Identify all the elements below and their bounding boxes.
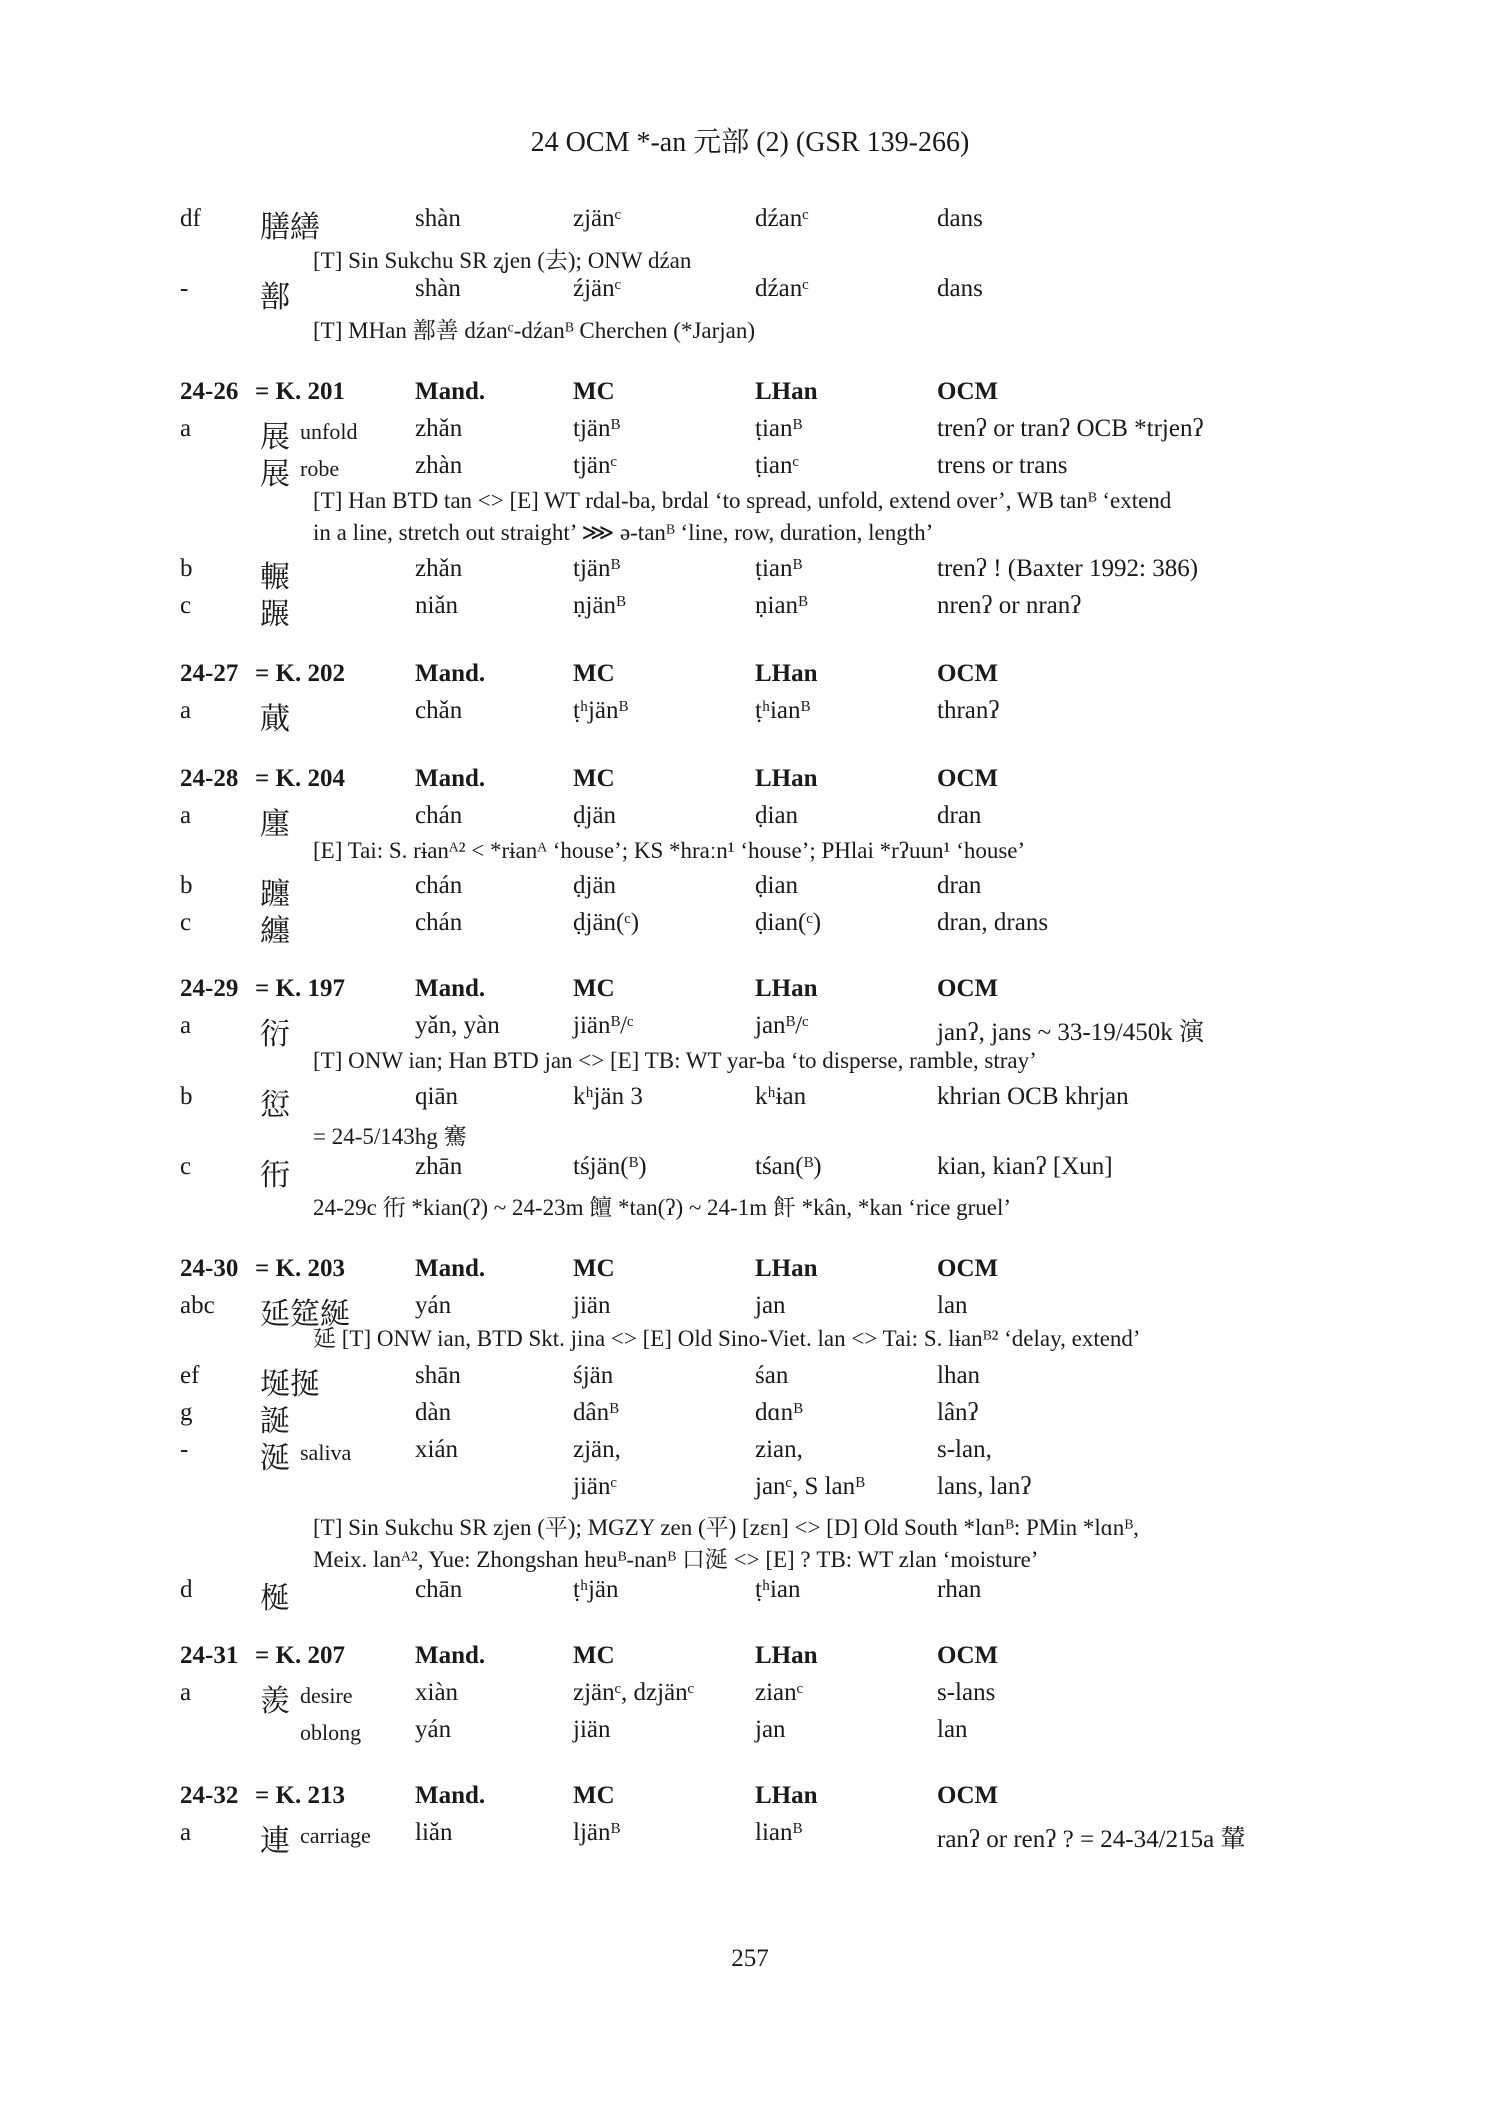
old-chinese-reading: lan	[937, 1292, 968, 1319]
series-header	[0, 378, 1500, 412]
entry-row	[0, 1436, 1500, 1475]
entry-note: 24-29c 衎 *kian(ʔ) ~ 24-23m 饘 *tan(ʔ) ~ 24-1m 飦 *kân, *kan ‘rice gruel’	[313, 1195, 1012, 1220]
entry-index: a	[180, 697, 192, 724]
entry-character: 羨	[260, 1685, 290, 1718]
later-han-reading: ḍian	[755, 802, 799, 829]
middle-chinese-reading: jiän	[573, 1292, 611, 1319]
entry-index: b	[180, 1083, 193, 1110]
entry-note: [T] Han BTD tan <> [E] WT rdal-ba, brdal ‘to spread, unfold, extend over’, WB tanᴮ ‘extend	[313, 488, 1172, 513]
old-chinese-reading: s-lan,	[937, 1436, 992, 1463]
entry-character: 輾	[260, 561, 290, 594]
entry-index: g	[180, 1399, 193, 1426]
entry-index: df	[180, 205, 201, 232]
later-han-reading: jan	[755, 1716, 786, 1743]
entry-note: [T] MHan 鄯善 dźanᶜ-dźanᴮ Cherchen (*Jarjan)	[313, 318, 756, 343]
entry-index: c	[180, 592, 192, 619]
mandarin-reading: zhǎn	[415, 555, 463, 582]
entry-character: 鄯	[260, 281, 290, 314]
karlgren-ref: = K. 204	[255, 765, 345, 792]
middle-chinese-reading: tjänᴮ	[573, 415, 621, 442]
entry-character: 蹍	[260, 598, 290, 631]
page-number: 257	[731, 1945, 769, 1972]
later-han-reading: dźanᶜ	[755, 275, 809, 302]
entry-index: a	[180, 415, 192, 442]
entry-gloss: unfold	[300, 419, 358, 444]
col-ocm-header: OCM	[937, 660, 999, 687]
series-header	[0, 1782, 1500, 1816]
series-number: 24-32	[180, 1782, 239, 1809]
entry-character: 衍	[260, 1018, 290, 1051]
col-mand-header: Mand.	[415, 378, 486, 405]
entry-row	[0, 802, 1500, 841]
mandarin-reading: zhān	[415, 1153, 463, 1180]
old-chinese-reading: lânʔ	[937, 1399, 979, 1426]
middle-chinese-reading: ḍjän(ᶜ)	[573, 909, 640, 936]
entry-character: 躔	[260, 878, 290, 911]
entry-character: 埏挻	[260, 1368, 320, 1401]
old-chinese-reading: khrian OCB khrjan	[937, 1083, 1129, 1110]
entry-note: [T] ONW ian; Han BTD jan <> [E] TB: WT yar-ba ‘to disperse, ramble, stray’	[313, 1048, 1037, 1073]
series-number: 24-30	[180, 1255, 239, 1282]
col-mand-header: Mand.	[415, 975, 486, 1002]
later-han-reading: ṭʰian	[755, 1576, 801, 1603]
entry-note: Meix. lanᴬ², Yue: Zhongshan hɐuᴮ-nanᴮ 口涎 <> [E] ? TB: WT zlan ‘moisture’	[313, 1547, 1039, 1572]
entry-row	[0, 1679, 1500, 1718]
karlgren-ref: = K. 207	[255, 1642, 345, 1669]
middle-chinese-reading: źjänᶜ	[573, 275, 622, 302]
old-chinese-reading: s-lans	[937, 1679, 996, 1706]
middle-chinese-reading: ṇjänᴮ	[573, 592, 626, 619]
col-mc-header: MC	[573, 378, 615, 405]
entry-row	[0, 1576, 1500, 1615]
entry-character: 廛	[260, 808, 290, 841]
entry-row	[0, 1399, 1500, 1438]
entry-row	[0, 909, 1500, 948]
middle-chinese-reading: ṭʰjänᴮ	[573, 697, 629, 724]
entry-character: 展	[260, 458, 290, 491]
later-han-reading: ṭianᴮ	[755, 555, 803, 582]
later-han-reading: ṭʰianᴮ	[755, 697, 811, 724]
middle-chinese-reading: ḍjän	[573, 872, 617, 899]
old-chinese-reading: trens or trans	[937, 452, 1068, 479]
old-chinese-reading: dans	[937, 205, 983, 232]
entry-row	[0, 1473, 1500, 1507]
col-mand-header: Mand.	[415, 1255, 486, 1282]
series-header	[0, 660, 1500, 694]
col-lhan-header: LHan	[755, 765, 818, 792]
col-ocm-header: OCM	[937, 1782, 999, 1809]
series-number: 24-27	[180, 660, 239, 687]
later-han-reading: kʰɨan	[755, 1083, 807, 1110]
old-chinese-reading: trenʔ or tranʔ OCB *trjenʔ	[937, 415, 1204, 442]
entry-row	[0, 555, 1500, 594]
col-lhan-header: LHan	[755, 1255, 818, 1282]
entry-character: 衎	[260, 1159, 290, 1192]
series-number: 24-31	[180, 1642, 239, 1669]
col-mc-header: MC	[573, 1642, 615, 1669]
entry-index: c	[180, 909, 192, 936]
later-han-reading: janᶜ, S lanᴮ	[755, 1473, 865, 1500]
middle-chinese-reading: tśjän(ᴮ)	[573, 1153, 647, 1180]
col-mc-header: MC	[573, 765, 615, 792]
col-ocm-header: OCM	[937, 1255, 999, 1282]
mandarin-reading: chǎn	[415, 697, 463, 724]
entry-row	[0, 415, 1500, 454]
mandarin-reading: yǎn, yàn	[415, 1012, 500, 1039]
entry-row	[0, 872, 1500, 911]
old-chinese-reading: thranʔ	[937, 697, 1000, 724]
mandarin-reading: shān	[415, 1362, 461, 1389]
mandarin-reading: liǎn	[415, 1819, 453, 1846]
entry-index: b	[180, 872, 193, 899]
entry-note: = 24-5/143hg 騫	[313, 1124, 467, 1149]
entry-character: 膳繕	[260, 211, 320, 244]
middle-chinese-reading: śjän	[573, 1362, 614, 1389]
mandarin-reading: shàn	[415, 275, 461, 302]
entry-index: ef	[180, 1362, 200, 1389]
entry-row	[0, 1153, 1500, 1192]
col-lhan-header: LHan	[755, 660, 818, 687]
entry-row	[0, 1362, 1500, 1401]
entry-index: a	[180, 1679, 192, 1706]
entry-gloss: carriage	[300, 1823, 371, 1848]
entry-note: [T] Sin Sukchu SR zjen (平); MGZY zen (平) [zɛn] <> [D] Old South *lɑnᴮ: PMin *lɑnᴮ,	[313, 1515, 1139, 1540]
old-chinese-reading: janʔ, jans ~ 33-19/450k 演	[937, 1019, 1204, 1046]
middle-chinese-reading: kʰjän 3	[573, 1083, 643, 1110]
col-mc-header: MC	[573, 660, 615, 687]
mandarin-reading: chán	[415, 909, 463, 936]
col-mc-header: MC	[573, 1255, 615, 1282]
entry-note: 延 [T] ONW ian, BTD Skt. jina <> [E] Old Sino-Viet. lan <> Tai: S. lɨanᴮ² ‘delay, extend’	[313, 1326, 1141, 1351]
mandarin-reading: xiàn	[415, 1679, 459, 1706]
middle-chinese-reading: zjän,	[573, 1436, 621, 1463]
col-lhan-header: LHan	[755, 1642, 818, 1669]
middle-chinese-reading: ljänᴮ	[573, 1819, 621, 1846]
entry-row	[0, 592, 1500, 631]
karlgren-ref: = K. 201	[255, 378, 345, 405]
later-han-reading: ḍian	[755, 872, 799, 899]
middle-chinese-reading: ṭʰjän	[573, 1576, 619, 1603]
entry-note: in a line, stretch out straight’ ⋙ ə-tanᴮ ‘line, row, duration, length’	[313, 520, 934, 545]
later-han-reading: lianᴮ	[755, 1819, 803, 1846]
series-number: 24-26	[180, 378, 239, 405]
entry-character: 延筵綖	[260, 1298, 350, 1331]
middle-chinese-reading: jiänᴮ/ᶜ	[573, 1012, 634, 1039]
middle-chinese-reading: tjänᶜ	[573, 452, 617, 479]
later-han-reading: ṭianᶜ	[755, 452, 799, 479]
entry-row	[0, 452, 1500, 491]
mandarin-reading: niǎn	[415, 592, 459, 619]
series-header	[0, 765, 1500, 799]
entry-index: c	[180, 1153, 192, 1180]
page-header: 24 OCM *-an 元部 (2) (GSR 139-266)	[530, 127, 970, 158]
col-mand-header: Mand.	[415, 660, 486, 687]
col-lhan-header: LHan	[755, 378, 818, 405]
col-mand-header: Mand.	[415, 1782, 486, 1809]
later-han-reading: zian,	[755, 1436, 803, 1463]
later-han-reading: ḍian(ᶜ)	[755, 909, 822, 936]
old-chinese-reading: trenʔ ! (Baxter 1992: 386)	[937, 555, 1199, 582]
entry-row	[0, 1083, 1500, 1122]
old-chinese-reading: ranʔ or renʔ ? = 24-34/215a 輦	[937, 1826, 1246, 1853]
middle-chinese-reading: dânᴮ	[573, 1399, 619, 1426]
entry-row	[0, 275, 1500, 314]
entry-index: a	[180, 1819, 192, 1846]
entry-character: 蕆	[260, 703, 290, 736]
middle-chinese-reading: jiän	[573, 1716, 611, 1743]
series-header	[0, 1255, 1500, 1289]
old-chinese-reading: dans	[937, 275, 983, 302]
later-han-reading: zianᶜ	[755, 1679, 804, 1706]
col-ocm-header: OCM	[937, 1642, 999, 1669]
entry-character: 梴	[260, 1582, 290, 1615]
old-chinese-reading: kian, kianʔ [Xun]	[937, 1153, 1113, 1180]
entry-character: 纏	[260, 915, 290, 948]
entry-index: -	[180, 1436, 189, 1463]
entry-character: 誕	[260, 1405, 290, 1438]
later-han-reading: janᴮ/ᶜ	[755, 1012, 809, 1039]
old-chinese-reading: dran	[937, 802, 982, 829]
old-chinese-reading: dran, drans	[937, 909, 1049, 936]
old-chinese-reading: rhan	[937, 1576, 982, 1603]
later-han-reading: śan	[755, 1362, 789, 1389]
middle-chinese-reading: jiänᶜ	[573, 1473, 617, 1500]
karlgren-ref: = K. 202	[255, 660, 345, 687]
entry-row	[0, 205, 1500, 244]
old-chinese-reading: lan	[937, 1716, 968, 1743]
series-header	[0, 1642, 1500, 1676]
later-han-reading: tśan(ᴮ)	[755, 1153, 822, 1180]
entry-index: a	[180, 802, 192, 829]
middle-chinese-reading: ḍjän	[573, 802, 617, 829]
entry-index: abc	[180, 1292, 215, 1319]
mandarin-reading: chán	[415, 872, 463, 899]
entry-index: d	[180, 1576, 193, 1603]
later-han-reading: jan	[755, 1292, 786, 1319]
mandarin-reading: dàn	[415, 1399, 452, 1426]
later-han-reading: ṭianᴮ	[755, 415, 803, 442]
col-mand-header: Mand.	[415, 765, 486, 792]
entry-character: 展	[260, 421, 290, 454]
entry-gloss: oblong	[300, 1720, 362, 1745]
mandarin-reading: chān	[415, 1576, 463, 1603]
entry-character: 愆	[260, 1089, 290, 1122]
mandarin-reading: shàn	[415, 205, 461, 232]
middle-chinese-reading: zjänᶜ, dzjänᶜ	[573, 1679, 695, 1706]
series-number: 24-29	[180, 975, 239, 1002]
entry-character: 涎	[260, 1442, 290, 1475]
karlgren-ref: = K. 197	[255, 975, 345, 1002]
entry-gloss: saliva	[300, 1440, 352, 1465]
entry-index: b	[180, 555, 193, 582]
karlgren-ref: = K. 203	[255, 1255, 345, 1282]
later-han-reading: ṇianᴮ	[755, 592, 808, 619]
mandarin-reading: qiān	[415, 1083, 459, 1110]
col-lhan-header: LHan	[755, 1782, 818, 1809]
series-header	[0, 975, 1500, 1009]
entry-character: 連	[260, 1825, 290, 1858]
later-han-reading: dɑnᴮ	[755, 1399, 803, 1426]
mandarin-reading: yán	[415, 1716, 452, 1743]
series-number: 24-28	[180, 765, 239, 792]
entry-index: -	[180, 275, 189, 302]
col-lhan-header: LHan	[755, 975, 818, 1002]
old-chinese-reading: lans, lanʔ	[937, 1473, 1032, 1500]
old-chinese-reading: dran	[937, 872, 982, 899]
old-chinese-reading: lhan	[937, 1362, 981, 1389]
middle-chinese-reading: tjänᴮ	[573, 555, 621, 582]
col-ocm-header: OCM	[937, 765, 999, 792]
col-mand-header: Mand.	[415, 1642, 486, 1669]
entry-gloss: desire	[300, 1683, 353, 1708]
middle-chinese-reading: zjänᶜ	[573, 205, 622, 232]
later-han-reading: dźanᶜ	[755, 205, 809, 232]
karlgren-ref: = K. 213	[255, 1782, 345, 1809]
mandarin-reading: zhǎn	[415, 415, 463, 442]
col-mc-header: MC	[573, 975, 615, 1002]
entry-index: a	[180, 1012, 192, 1039]
entry-note: [E] Tai: S. rɨanᴬ² < *rɨanᴬ ‘house’; KS *hraːn¹ ‘house’; PHlai *rʔuun¹ ‘house’	[313, 838, 1026, 863]
entry-gloss: robe	[300, 456, 340, 481]
col-mc-header: MC	[573, 1782, 615, 1809]
col-ocm-header: OCM	[937, 378, 999, 405]
entry-row	[0, 1819, 1500, 1858]
mandarin-reading: zhàn	[415, 452, 463, 479]
mandarin-reading: xián	[415, 1436, 459, 1463]
mandarin-reading: yán	[415, 1292, 452, 1319]
entry-row	[0, 1012, 1500, 1051]
entry-row	[0, 697, 1500, 736]
col-ocm-header: OCM	[937, 975, 999, 1002]
old-chinese-reading: nrenʔ or nranʔ	[937, 592, 1082, 619]
entry-row	[0, 1716, 1500, 1750]
mandarin-reading: chán	[415, 802, 463, 829]
entry-note: [T] Sin Sukchu SR ʐjen (去); ONW dźan	[313, 248, 692, 273]
